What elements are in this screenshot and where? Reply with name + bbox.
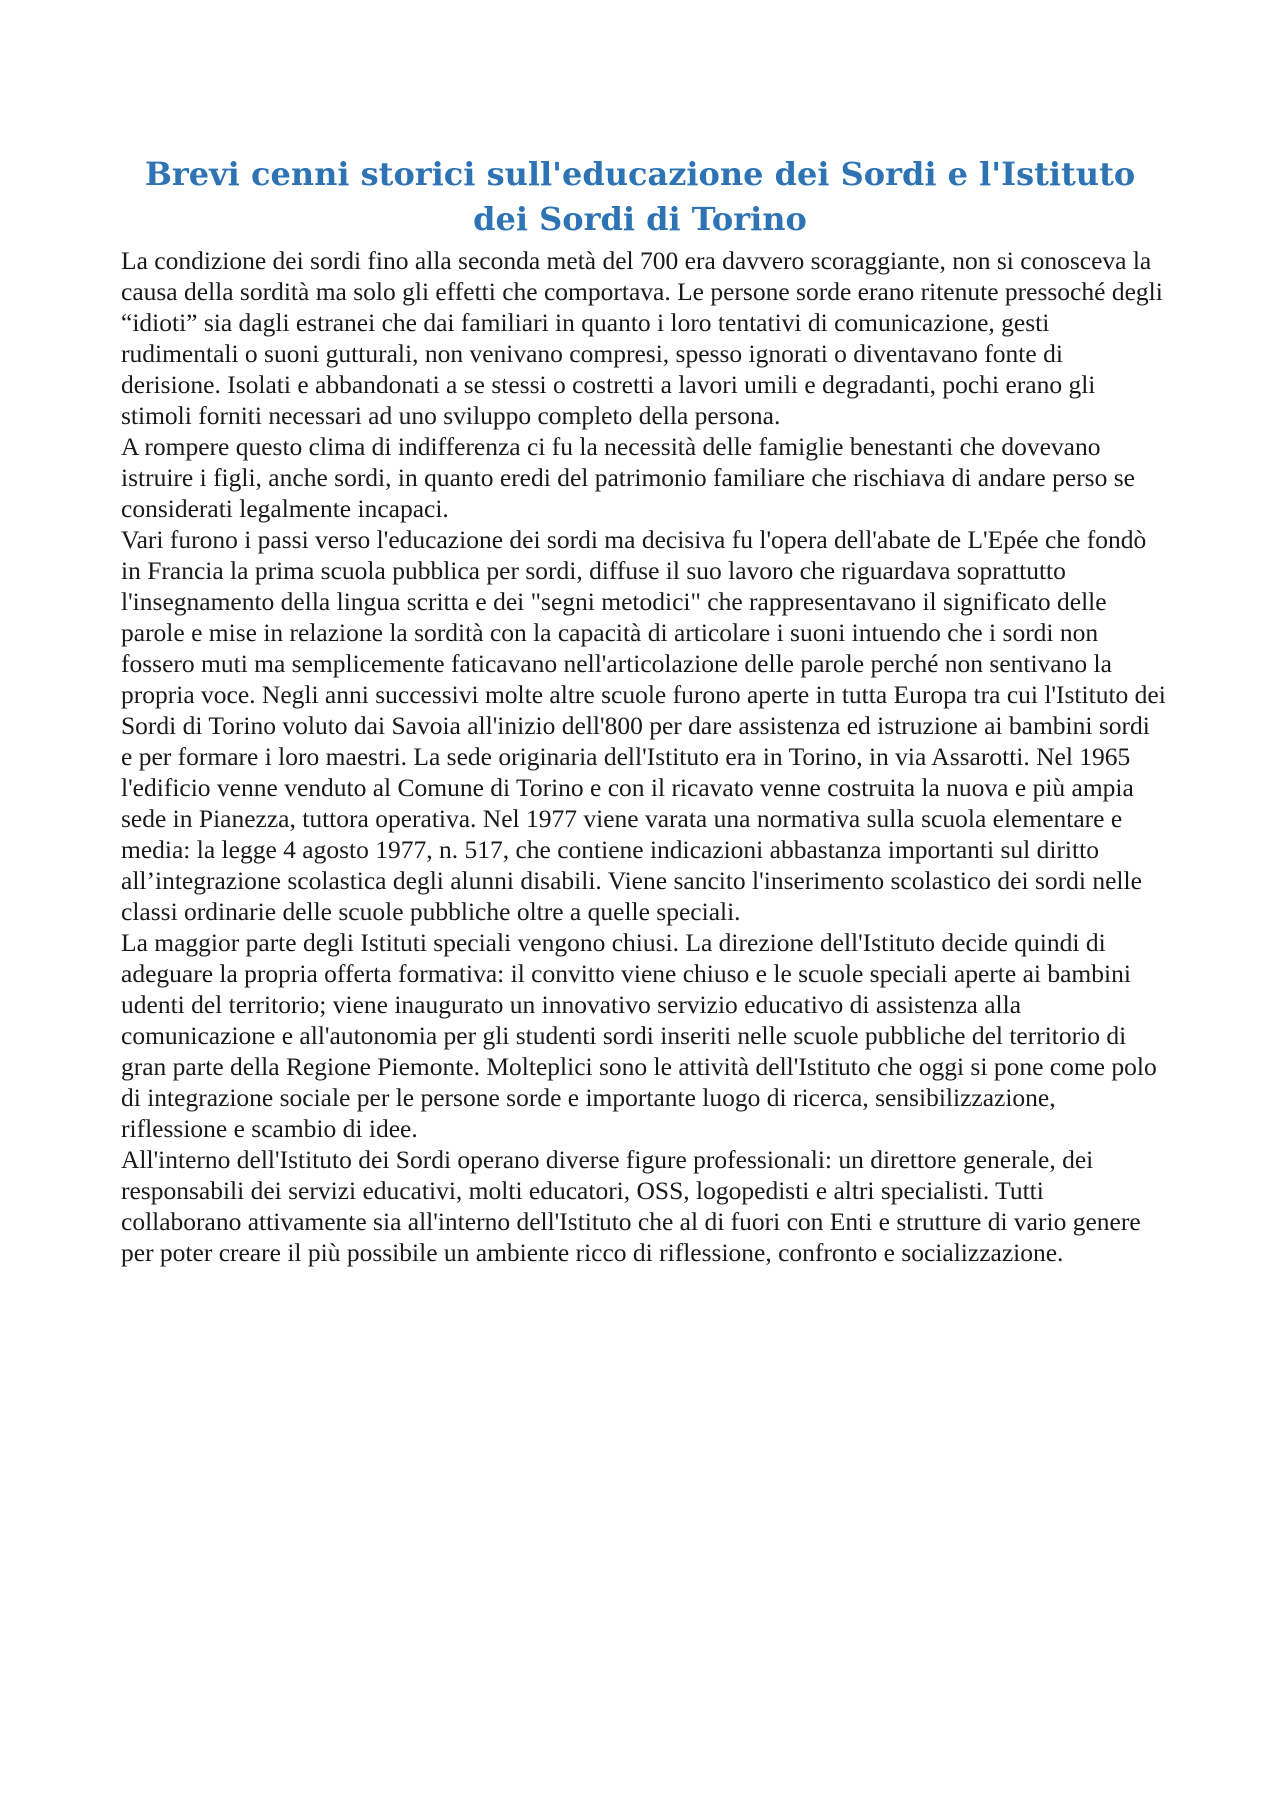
paragraph-5: All'interno dell'Istituto dei Sordi operano diverse figure professionali: un direttore generale, dei responsabili dei servizi educativi, molti educatori, OSS, logopedisti e altri specialisti. Tutti collaborano attivamente sia all'interno dell'Istituto che al di fuori con Enti e strutture di vario genere per poter creare il più possibile un ambiente ricco di riflessione, confronto e socializzazione. bbox=[121, 1145, 1141, 1267]
paragraph-3: Vari furono i passi verso l'educazione dei sordi ma decisiva fu l'opera dell'abate de L'Epée che fondò in Francia la prima scuola pubblica per sordi, diffuse il suo lavoro che riguardava soprattutto l'insegnamento della lingua scritta e dei "segni metodici" che rappresentavano il significato delle parole e mise in relazione la sordità con la capacità di articolare i suoni intuendo che i sordi non fossero muti ma semplicemente faticavano nell'articolazione delle parole perché non sentivano la propria voce. Negli anni successivi molte altre scuole furono aperte in tutta Europa tra cui l'Istituto dei Sordi di Torino voluto dai Savoia all'inizio dell'800 per dare assistenza ed istruzione ai bambini sordi e per formare i loro maestri. La sede originaria dell'Istituto era in Torino, in via Assarotti. Nel 1965 l'edificio venne venduto al Comune di Torino e con il ricavato venne costruita la nuova e più ampia sede in Pianezza, tuttora operativa. Nel 1977 viene varata una normativa sulla scuola elementare e media: la legge 4 agosto 1977, n. 517, che contiene indicazioni abbastanza importanti sul diritto all’integrazione scolastica degli alunni disabili. Viene sancito l'inserimento scolastico dei sordi nelle classi ordinarie delle scuole pubbliche oltre a quelle speciali. bbox=[121, 525, 1166, 926]
paragraph-4: La maggior parte degli Istituti speciali vengono chiusi. La direzione dell'Istituto decide quindi di adeguare la propria offerta formativa: il convitto viene chiuso e le scuole speciali aperte ai bambini udenti del territorio; viene inaugurato un innovativo servizio educativo di assistenza alla comunicazione e all'autonomia per gli studenti sordi inseriti nelle scuole pubbliche del territorio di gran parte della Regione Piemonte. Molteplici sono le attività dell'Istituto che oggi si pone come polo di integrazione sociale per le persone sorde e importante luogo di ricerca, sensibilizzazione, riflessione e scambio di idee. bbox=[121, 928, 1157, 1143]
document-title: Brevi cenni storici sull'educazione dei Sordi e l'Istituto dei Sordi di Torino bbox=[144, 155, 1136, 238]
paragraph-1: La condizione dei sordi fino alla seconda metà del 700 era davvero scoraggiante, non si conosceva la causa della sordità ma solo gli effetti che comportava. Le persone sorde erano ritenute pressoché degli “idioti” sia dagli estranei che dai familiari in quanto i loro tentativi di comunicazione, gesti rudimentali o suoni gutturali, non venivano compresi, spesso ignorati o diventavano fonte di derisione. Isolati e abbandonati a se stessi o costretti a lavori umili e degradanti, pochi erano gli stimoli forniti necessari ad uno sviluppo completo della persona. bbox=[121, 246, 1163, 430]
document-body bbox=[121, 245, 1166, 1268]
paragraph-2: A rompere questo clima di indifferenza ci fu la necessità delle famiglie benestanti che dovevano istruire i figli, anche sordi, in quanto eredi del patrimonio familiare che rischiava di andare perso se considerati legalmente incapaci. bbox=[121, 432, 1135, 523]
